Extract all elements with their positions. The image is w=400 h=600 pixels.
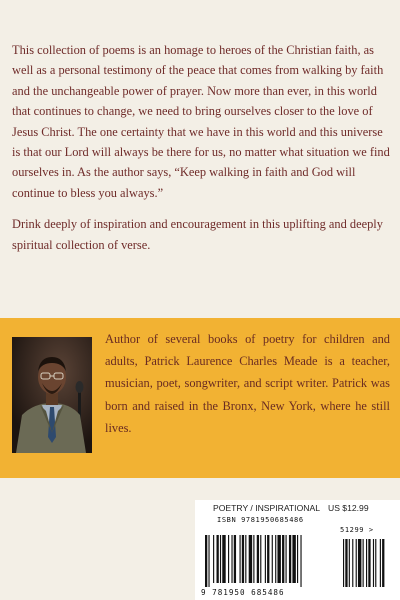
isbn-label: ISBN 9781950685486 bbox=[217, 516, 304, 524]
author-bio: Author of several books of poetry for children and adults, Patrick Laurence Charles Meade is a teacher, musician, poet, songwriter, and script writer. Patrick was born and raised in the Bronx, New York, where he still lives. bbox=[105, 332, 390, 435]
addon-number: 51299 > bbox=[340, 526, 374, 534]
author-photo bbox=[12, 337, 92, 453]
ean-digits: 9 781950 685486 bbox=[201, 588, 285, 597]
barcode-box bbox=[195, 500, 400, 600]
author-photo-illustration bbox=[12, 337, 92, 453]
price-label: US $12.99 bbox=[327, 503, 369, 513]
author-band bbox=[0, 318, 400, 478]
blurb-paragraph-1: This collection of poems is an homage to heroes of the Christian faith, as well as a personal testimony of the peace that comes from walking by faith and the unchangeable power of prayer. Now more than ever, in this world that continues to change, we need to bring ourselves closer to the love of Jesus Christ. The one certainty that we have in this world and this universe is that our Lord will always be there for us, no matter what situation we find ourselves in. As the author says, “Keep walking in faith and God will continue to bless you always.” bbox=[12, 43, 390, 200]
category-price-line bbox=[213, 503, 369, 513]
barcode-icon bbox=[203, 535, 395, 587]
back-cover-blurb bbox=[12, 40, 390, 266]
blurb-paragraph-2: Drink deeply of inspiration and encouragement in this uplifting and deeply spiritual collection of verse. bbox=[12, 217, 383, 252]
category-label: POETRY / INSPIRATIONAL bbox=[213, 503, 320, 513]
